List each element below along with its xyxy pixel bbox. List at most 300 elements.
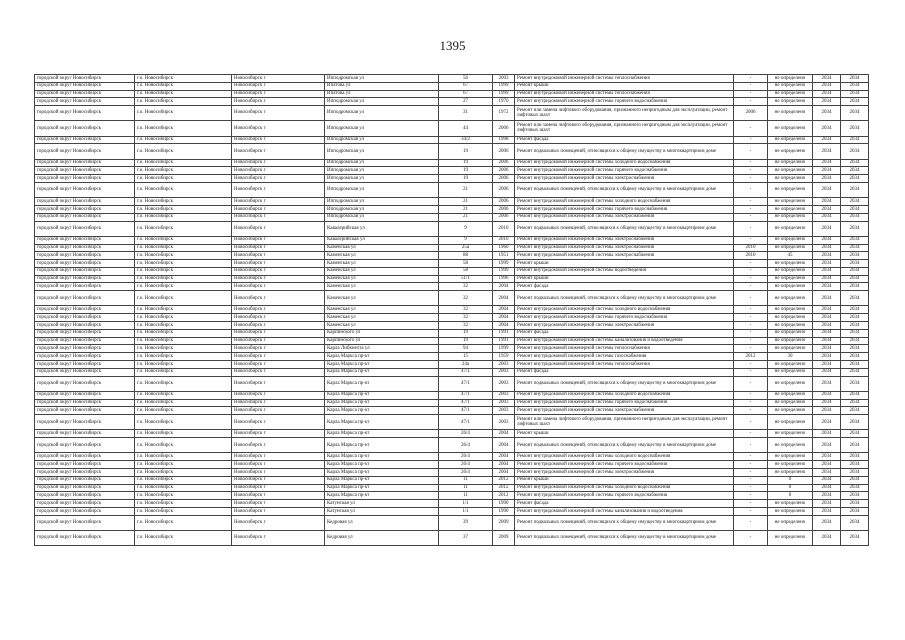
cell-city: Новосибирск г [232, 106, 325, 121]
cell-street: Каменская ул [325, 244, 439, 252]
cell-city: Новосибирск г [232, 322, 325, 330]
table-row [35, 205, 869, 213]
cell-build-year: 2006 [493, 198, 515, 206]
cell-build-year: 1972 [493, 106, 515, 121]
cell-work-type: Ремонт внутридомовой инженерной системы холодного водоснабжения [515, 306, 734, 314]
cell-go: г.о. Новосибирск [135, 198, 232, 206]
cell-city: Новосибирск г [232, 415, 325, 430]
table-row [35, 329, 869, 337]
cell-street: Карла Маркса пр-кт [325, 484, 439, 492]
cell-okrug: городской округ Новосибирск [35, 376, 135, 391]
cell-work-type: Ремонт внутридомовой инженерной системы водоотведения [515, 267, 734, 275]
table-row [35, 361, 869, 369]
cell-go: г.о. Новосибирск [135, 329, 232, 337]
cell-plan-year-end: 2034 [841, 438, 869, 453]
cell-go: г.о. Новосибирск [135, 175, 232, 183]
cell-plan-year-end: 2034 [841, 361, 869, 369]
cell-house: 25а [439, 244, 493, 252]
cell-plan-year-end: 2034 [841, 461, 869, 469]
cell-city: Новосибирск г [232, 275, 325, 283]
cell-work-type: Ремонт внутридомовой инженерной системы газоснабжения [515, 353, 734, 361]
cell-go: г.о. Новосибирск [135, 136, 232, 144]
table-row [35, 159, 869, 167]
cell-build-year: 1996 [493, 275, 515, 283]
cell-build-year: 1990 [493, 500, 515, 508]
cell-city: Новосибирск г [232, 182, 325, 197]
cell-house: 47/1 [439, 415, 493, 430]
cell-city: Новосибирск г [232, 468, 325, 476]
cell-wear: не определено [768, 98, 813, 106]
cell-last-repair-year: 2006 [734, 106, 768, 121]
cell-okrug: городской округ Новосибирск [35, 291, 135, 306]
cell-wear: не определено [768, 391, 813, 399]
cell-work-type: Ремонт внутридомовой инженерной системы электроснабжения [515, 175, 734, 183]
cell-go: г.о. Новосибирск [135, 98, 232, 106]
cell-street: Карла Маркса пр-кт [325, 376, 439, 391]
cell-house: 26/4 [439, 438, 493, 453]
cell-build-year: 1999 [493, 82, 515, 90]
cell-plan-year: 2034 [813, 530, 841, 545]
cell-city: Новосибирск г [232, 530, 325, 545]
cell-street: Каменская ул [325, 267, 439, 275]
table-row [35, 167, 869, 175]
table-row [35, 337, 869, 345]
cell-last-repair-year: - [734, 306, 768, 314]
cell-last-repair-year: - [734, 260, 768, 268]
table-row [35, 213, 869, 221]
cell-work-type: Ремонт крыши [515, 275, 734, 283]
cell-house: 26/4 [439, 453, 493, 461]
cell-work-type: Ремонт внутридомовой инженерной системы теплоснабжения [515, 361, 734, 369]
cell-wear: не определено [768, 198, 813, 206]
cell-build-year: 1970 [493, 98, 515, 106]
cell-build-year: 2004 [493, 453, 515, 461]
cell-wear: 0 [768, 492, 813, 500]
cell-wear: не определено [768, 314, 813, 322]
cell-house: 19 [439, 329, 493, 337]
cell-build-year: 2012 [493, 484, 515, 492]
cell-plan-year-end: 2034 [841, 391, 869, 399]
cell-work-type: Ремонт внутридомовой инженерной системы канализования и водоотведения [515, 337, 734, 345]
cell-street: Карла Маркса пр-кт [325, 492, 439, 500]
cell-plan-year: 2034 [813, 213, 841, 221]
cell-street: Каменская ул [325, 291, 439, 306]
cell-plan-year: 2034 [813, 221, 841, 236]
cell-go: г.о. Новосибирск [135, 453, 232, 461]
cell-street: Карла Маркса пр-кт [325, 461, 439, 469]
cell-plan-year: 2034 [813, 353, 841, 361]
cell-okrug: городской округ Новосибирск [35, 407, 135, 415]
cell-okrug: городской округ Новосибирск [35, 391, 135, 399]
cell-last-repair-year: - [734, 345, 768, 353]
cell-plan-year: 2034 [813, 314, 841, 322]
cell-last-repair-year: - [734, 430, 768, 438]
table-row [35, 322, 869, 330]
cell-wear: не определено [768, 345, 813, 353]
table-row [35, 399, 869, 407]
cell-plan-year-end: 2034 [841, 121, 869, 136]
cell-city: Новосибирск г [232, 345, 325, 353]
cell-plan-year: 2034 [813, 515, 841, 530]
cell-house: 15 [439, 353, 493, 361]
cell-okrug: городской округ Новосибирск [35, 368, 135, 376]
cell-house: 88 [439, 252, 493, 260]
cell-okrug: городской округ Новосибирск [35, 159, 135, 167]
cell-city: Новосибирск г [232, 136, 325, 144]
cell-last-repair-year: - [734, 213, 768, 221]
cell-work-type: Ремонт внутридомовой инженерной системы канализования и водоотведения [515, 507, 734, 515]
cell-go: г.о. Новосибирск [135, 106, 232, 121]
cell-house: 19 [439, 159, 493, 167]
cell-city: Новосибирск г [232, 507, 325, 515]
cell-wear: не определено [768, 438, 813, 453]
cell-plan-year-end: 2034 [841, 337, 869, 345]
cell-street: Ипподромская ул [325, 136, 439, 144]
cell-build-year: 2004 [493, 314, 515, 322]
cell-house: 47/1 [439, 376, 493, 391]
cell-city: Новосибирск г [232, 205, 325, 213]
cell-plan-year: 2034 [813, 275, 841, 283]
cell-house: 26/4 [439, 461, 493, 469]
cell-plan-year-end: 2034 [841, 468, 869, 476]
cell-build-year: 2003 [493, 75, 515, 83]
cell-work-type: Ремонт внутридомовой инженерной системы теплоснабжения [515, 90, 734, 98]
cell-plan-year-end: 2034 [841, 205, 869, 213]
cell-street: Карпинского ул [325, 337, 439, 345]
cell-go: г.о. Новосибирск [135, 376, 232, 391]
cell-street: Ипподромская ул [325, 205, 439, 213]
cell-last-repair-year: - [734, 376, 768, 391]
cell-city: Новосибирск г [232, 461, 325, 469]
cell-last-repair-year: - [734, 275, 768, 283]
cell-plan-year-end: 2034 [841, 353, 869, 361]
cell-street: Ипподромская ул [325, 198, 439, 206]
cell-wear: не определено [768, 159, 813, 167]
cell-wear: 30 [768, 353, 813, 361]
cell-plan-year-end: 2034 [841, 530, 869, 545]
cell-plan-year-end: 2034 [841, 484, 869, 492]
cell-city: Новосибирск г [232, 306, 325, 314]
cell-street: Карла Маркса пр-кт [325, 468, 439, 476]
cell-street: Кавалерийская ул [325, 236, 439, 244]
cell-plan-year: 2034 [813, 267, 841, 275]
cell-go: г.о. Новосибирск [135, 182, 232, 197]
cell-go: г.о. Новосибирск [135, 291, 232, 306]
cell-go: г.о. Новосибирск [135, 468, 232, 476]
cell-work-type: Ремонт внутридомовой инженерной системы холодного водоснабжения [515, 198, 734, 206]
cell-last-repair-year: - [734, 337, 768, 345]
cell-okrug: городской округ Новосибирск [35, 167, 135, 175]
cell-city: Новосибирск г [232, 75, 325, 83]
cell-wear: не определено [768, 322, 813, 330]
cell-last-repair-year: - [734, 492, 768, 500]
cell-house: 26/4 [439, 468, 493, 476]
cell-house: 26/4 [439, 430, 493, 438]
cell-last-repair-year: 2010 [734, 252, 768, 260]
cell-okrug: городской округ Новосибирск [35, 461, 135, 469]
cell-city: Новосибирск г [232, 175, 325, 183]
cell-go: г.о. Новосибирск [135, 90, 232, 98]
cell-plan-year: 2034 [813, 244, 841, 252]
cell-last-repair-year: - [734, 75, 768, 83]
cell-street: Ипатова ул [325, 90, 439, 98]
cell-plan-year: 2034 [813, 399, 841, 407]
cell-build-year: 2010 [493, 236, 515, 244]
cell-work-type: Ремонт крыши [515, 476, 734, 484]
cell-go: г.о. Новосибирск [135, 121, 232, 136]
cell-city: Новосибирск г [232, 361, 325, 369]
cell-build-year: 2003 [493, 361, 515, 369]
cell-house: 32 [439, 283, 493, 291]
cell-plan-year-end: 2034 [841, 244, 869, 252]
cell-city: Новосибирск г [232, 484, 325, 492]
cell-work-type: Ремонт подвальных помещений, относящихся к общему имуществу в многоквартирном доме [515, 221, 734, 236]
cell-city: Новосибирск г [232, 260, 325, 268]
cell-city: Новосибирск г [232, 244, 325, 252]
cell-last-repair-year: - [734, 291, 768, 306]
table-row [35, 453, 869, 461]
cell-plan-year-end: 2034 [841, 90, 869, 98]
cell-build-year: 2004 [493, 306, 515, 314]
cell-plan-year-end: 2034 [841, 376, 869, 391]
cell-last-repair-year: - [734, 484, 768, 492]
cell-build-year: 1998 [493, 136, 515, 144]
table-row [35, 484, 869, 492]
cell-work-type: Ремонт внутридомовой инженерной системы электроснабжения [515, 407, 734, 415]
cell-plan-year: 2034 [813, 438, 841, 453]
cell-go: г.о. Новосибирск [135, 361, 232, 369]
cell-go: г.о. Новосибирск [135, 430, 232, 438]
cell-build-year: 2004 [493, 283, 515, 291]
cell-plan-year: 2034 [813, 260, 841, 268]
cell-plan-year-end: 2034 [841, 98, 869, 106]
cell-go: г.о. Новосибирск [135, 484, 232, 492]
cell-go: г.о. Новосибирск [135, 492, 232, 500]
cell-wear: не определено [768, 407, 813, 415]
cell-last-repair-year: - [734, 182, 768, 197]
table-row [35, 500, 869, 508]
cell-last-repair-year: - [734, 205, 768, 213]
cell-work-type: Ремонт подвальных помещений, относящихся к общему имуществу в многоквартирном доме [515, 530, 734, 545]
cell-street: Ипподромская ул [325, 182, 439, 197]
cell-go: г.о. Новосибирск [135, 205, 232, 213]
cell-okrug: городской округ Новосибирск [35, 182, 135, 197]
cell-plan-year: 2034 [813, 500, 841, 508]
cell-last-repair-year: 2010 [734, 244, 768, 252]
cell-wear: не определено [768, 221, 813, 236]
cell-okrug: городской округ Новосибирск [35, 236, 135, 244]
cell-wear: не определено [768, 306, 813, 314]
cell-house: 9 [439, 221, 493, 236]
cell-build-year: 1999 [493, 345, 515, 353]
table-row [35, 175, 869, 183]
cell-plan-year: 2034 [813, 252, 841, 260]
cell-plan-year-end: 2034 [841, 136, 869, 144]
table-row [35, 314, 869, 322]
cell-house: 58 [439, 260, 493, 268]
cell-plan-year: 2034 [813, 391, 841, 399]
cell-city: Новосибирск г [232, 98, 325, 106]
cell-street: Кедровая ул [325, 530, 439, 545]
cell-city: Новосибирск г [232, 198, 325, 206]
cell-go: г.о. Новосибирск [135, 75, 232, 83]
cell-work-type: Ремонт крыши [515, 82, 734, 90]
cell-plan-year-end: 2034 [841, 415, 869, 430]
cell-house: 56 [439, 75, 493, 83]
cell-wear: 0 [768, 484, 813, 492]
cell-house: 19 [439, 337, 493, 345]
cell-city: Новосибирск г [232, 438, 325, 453]
cell-wear: не определено [768, 515, 813, 530]
cell-build-year: 2004 [493, 438, 515, 453]
cell-last-repair-year: - [734, 267, 768, 275]
cell-plan-year: 2034 [813, 361, 841, 369]
cell-plan-year-end: 2034 [841, 476, 869, 484]
cell-house: 47/1 [439, 407, 493, 415]
cell-build-year: 2004 [493, 322, 515, 330]
cell-last-repair-year: - [734, 461, 768, 469]
cell-street: Кавалерийская ул [325, 221, 439, 236]
cell-street: Ипподромская ул [325, 121, 439, 136]
cell-street: Ипподромская ул [325, 175, 439, 183]
cell-wear: не определено [768, 461, 813, 469]
cell-work-type: Ремонт внутридомовой инженерной системы горячего водоснабжения [515, 98, 734, 106]
cell-work-type: Ремонт фасада [515, 368, 734, 376]
cell-okrug: городской округ Новосибирск [35, 260, 135, 268]
cell-plan-year: 2034 [813, 468, 841, 476]
cell-last-repair-year: - [734, 136, 768, 144]
cell-plan-year: 2034 [813, 461, 841, 469]
cell-wear: не определено [768, 376, 813, 391]
cell-plan-year: 2034 [813, 430, 841, 438]
cell-last-repair-year: - [734, 98, 768, 106]
cell-street: Карла Маркса пр-кт [325, 476, 439, 484]
cell-work-type: Ремонт внутридомовой инженерной системы электроснабжения [515, 322, 734, 330]
cell-plan-year: 2034 [813, 182, 841, 197]
cell-go: г.о. Новосибирск [135, 337, 232, 345]
cell-city: Новосибирск г [232, 337, 325, 345]
cell-okrug: городской округ Новосибирск [35, 530, 135, 545]
cell-last-repair-year: 2012 [734, 353, 768, 361]
table-row [35, 407, 869, 415]
cell-last-repair-year: - [734, 468, 768, 476]
cell-go: г.о. Новосибирск [135, 221, 232, 236]
cell-okrug: городской округ Новосибирск [35, 175, 135, 183]
cell-build-year: 1999 [493, 260, 515, 268]
cell-house: 21 [439, 213, 493, 221]
table-row [35, 144, 869, 159]
cell-go: г.о. Новосибирск [135, 167, 232, 175]
cell-okrug: городской округ Новосибирск [35, 468, 135, 476]
cell-build-year: 2006 [493, 144, 515, 159]
cell-plan-year-end: 2034 [841, 515, 869, 530]
cell-wear: не определено [768, 144, 813, 159]
cell-work-type: Ремонт внутридомовой инженерной системы горячего водоснабжения [515, 399, 734, 407]
cell-city: Новосибирск г [232, 314, 325, 322]
cell-house: 32 [439, 322, 493, 330]
cell-city: Новосибирск г [232, 376, 325, 391]
cell-house: 67 [439, 90, 493, 98]
cell-work-type: Ремонт внутридомовой инженерной системы холодного водоснабжения [515, 484, 734, 492]
cell-house: 31 [439, 106, 493, 121]
table-row [35, 345, 869, 353]
cell-work-type: Ремонт внутридомовой инженерной системы холодного водоснабжения [515, 391, 734, 399]
cell-house: 24а [439, 361, 493, 369]
cell-plan-year-end: 2034 [841, 213, 869, 221]
table-row [35, 82, 869, 90]
cell-build-year: 2006 [493, 175, 515, 183]
cell-work-type: Ремонт фасада [515, 283, 734, 291]
cell-last-repair-year: - [734, 159, 768, 167]
table-row [35, 507, 869, 515]
cell-street: Карла Маркса пр-кт [325, 399, 439, 407]
cell-last-repair-year: - [734, 361, 768, 369]
table-row [35, 461, 869, 469]
cell-street: Катунская ул [325, 507, 439, 515]
cell-city: Новосибирск г [232, 213, 325, 221]
cell-wear: не определено [768, 430, 813, 438]
cell-okrug: городской округ Новосибирск [35, 198, 135, 206]
cell-wear: не определено [768, 500, 813, 508]
cell-city: Новосибирск г [232, 368, 325, 376]
cell-house: 19 [439, 167, 493, 175]
table-row [35, 291, 869, 306]
cell-last-repair-year: - [734, 500, 768, 508]
cell-plan-year-end: 2034 [841, 306, 869, 314]
cell-okrug: городской округ Новосибирск [35, 144, 135, 159]
cell-house: 11 [439, 492, 493, 500]
cell-build-year: 2004 [493, 461, 515, 469]
cell-build-year: 2006 [493, 159, 515, 167]
cell-house: 19 [439, 144, 493, 159]
cell-go: г.о. Новосибирск [135, 82, 232, 90]
cell-city: Новосибирск г [232, 159, 325, 167]
table-row [35, 353, 869, 361]
cell-work-type: Ремонт или замена лифтового оборудования, признанного непригодным для эксплуатации, ремонт лифтовых шахт [515, 415, 734, 430]
cell-plan-year: 2034 [813, 345, 841, 353]
table-row [35, 260, 869, 268]
cell-street: Карпинского ул [325, 329, 439, 337]
cell-build-year: 2004 [493, 468, 515, 476]
table-row [35, 530, 869, 545]
cell-plan-year-end: 2034 [841, 345, 869, 353]
repair-schedule-table [34, 74, 869, 546]
cell-wear: не определено [768, 175, 813, 183]
cell-okrug: городской округ Новосибирск [35, 345, 135, 353]
cell-street: Ипподромская ул [325, 98, 439, 106]
cell-plan-year: 2034 [813, 205, 841, 213]
cell-okrug: городской округ Новосибирск [35, 267, 135, 275]
cell-plan-year: 2034 [813, 492, 841, 500]
cell-build-year: 2006 [493, 205, 515, 213]
cell-okrug: городской округ Новосибирск [35, 121, 135, 136]
cell-build-year: 2010 [493, 221, 515, 236]
cell-city: Новосибирск г [232, 167, 325, 175]
cell-street: Катунская ул [325, 500, 439, 508]
cell-wear: не определено [768, 205, 813, 213]
cell-last-repair-year: - [734, 438, 768, 453]
cell-street: Карла Маркса пр-кт [325, 453, 439, 461]
cell-plan-year-end: 2034 [841, 492, 869, 500]
table-row [35, 252, 869, 260]
cell-okrug: городской округ Новосибирск [35, 476, 135, 484]
cell-wear: не определено [768, 90, 813, 98]
cell-wear: 0 [768, 476, 813, 484]
cell-go: г.о. Новосибирск [135, 159, 232, 167]
cell-plan-year: 2034 [813, 144, 841, 159]
table-row [35, 283, 869, 291]
cell-plan-year: 2034 [813, 291, 841, 306]
